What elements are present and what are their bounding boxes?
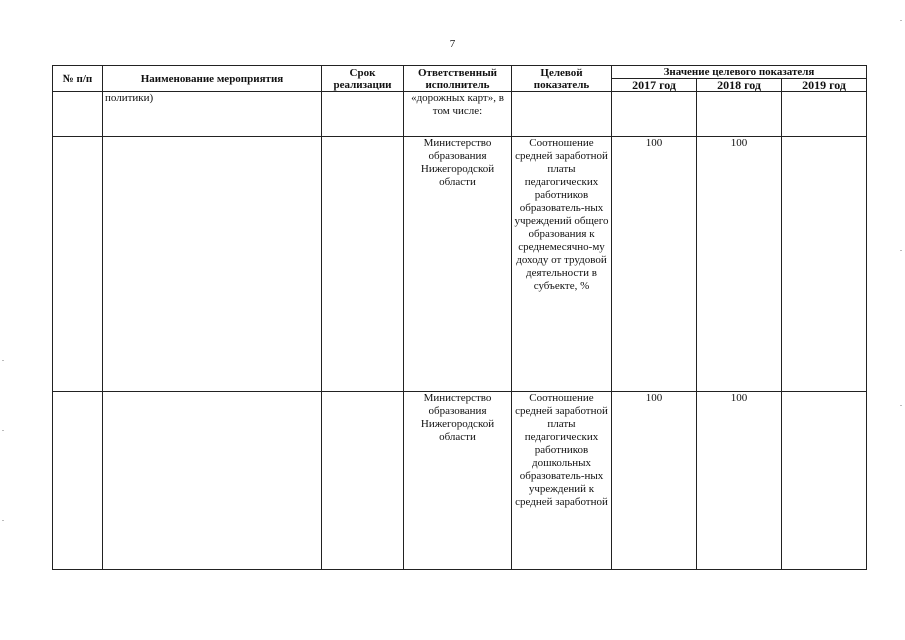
cell-value-2018: 100	[697, 137, 782, 392]
header-name: Наименование мероприятия	[103, 66, 322, 92]
cell-value-2017: 100	[612, 392, 697, 570]
cell-num	[53, 137, 103, 392]
scan-speck	[2, 360, 4, 361]
cell-value-2019	[782, 392, 867, 570]
header-responsible: Ответственный исполнитель	[404, 66, 512, 92]
header-term: Срок реализации	[322, 66, 404, 92]
table-row	[53, 92, 867, 137]
cell-name	[103, 392, 322, 570]
header-value-group: Значение целевого показателя	[612, 66, 867, 79]
scan-speck	[900, 20, 902, 21]
scan-speck	[2, 520, 4, 521]
cell-value-2017: 100	[612, 137, 697, 392]
cell-responsible: «дорожных карт», в том числе:	[404, 92, 512, 137]
cell-value-2019	[782, 92, 867, 137]
page-number: 7	[449, 38, 456, 50]
table-row	[53, 137, 867, 392]
cell-responsible: Министерство образования Нижегородской области	[404, 392, 512, 570]
cell-value-2018	[697, 92, 782, 137]
cell-name: политики)	[103, 92, 322, 137]
header-year-2019: 2019 год	[782, 79, 867, 92]
header-target: Целевой показатель	[512, 66, 612, 92]
cell-term	[322, 92, 404, 137]
header-year-2018: 2018 год	[697, 79, 782, 92]
cell-term	[322, 137, 404, 392]
cell-num	[53, 92, 103, 137]
table-row	[53, 392, 867, 570]
scan-speck	[900, 250, 902, 251]
cell-value-2019	[782, 137, 867, 392]
header-year-2017: 2017 год	[612, 79, 697, 92]
measures-table	[52, 65, 867, 570]
header-row	[53, 66, 867, 79]
cell-responsible: Министерство образования Нижегородской области	[404, 137, 512, 392]
scan-speck	[2, 430, 4, 431]
cell-term	[322, 392, 404, 570]
cell-num	[53, 392, 103, 570]
header-num: № п/п	[53, 66, 103, 92]
cell-target: Соотношение средней заработной платы педагогических работников образователь-ных учреждений общего образования к среднемесячно-му доходу от трудовой деятельности в субъекте, %	[512, 137, 612, 392]
cell-target: Соотношение средней заработной платы педагогических работников дошкольных образователь-ных учреждений к средней заработной	[512, 392, 612, 570]
cell-name	[103, 137, 322, 392]
cell-value-2018: 100	[697, 392, 782, 570]
scan-speck	[900, 405, 902, 406]
cell-target	[512, 92, 612, 137]
cell-value-2017	[612, 92, 697, 137]
